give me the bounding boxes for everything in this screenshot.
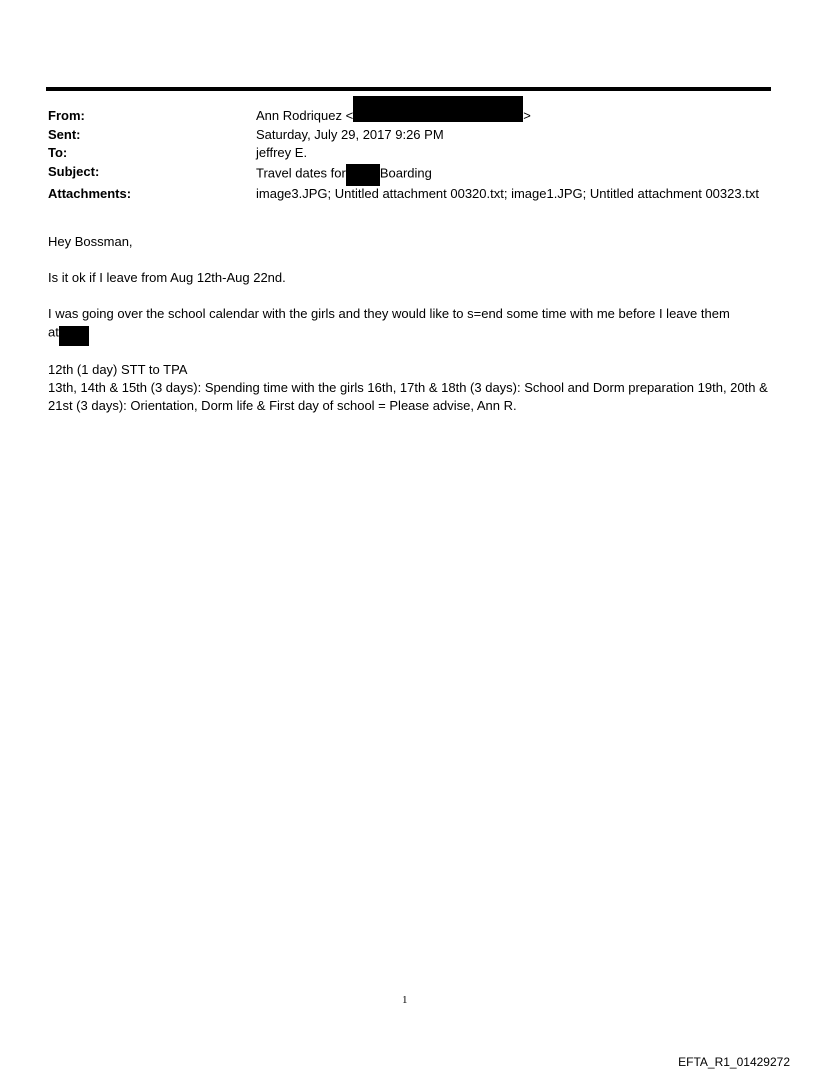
from-value [256,107,778,126]
from-label: From: [48,108,85,123]
question: Is it ok if I leave from Aug 12th-Aug 22nd. [48,270,286,285]
document-id: EFTA_R1_01429272 [678,1055,790,1069]
subject-prefix: Travel dates for [256,165,346,180]
attachments-row [48,185,778,204]
from-row [48,107,778,126]
sent-row [48,126,778,145]
schedule-line-1: 12th (1 day) STT to TPA [48,362,188,377]
redacted-email [353,96,523,122]
redacted-name [346,164,380,186]
attachments-value: image3.JPG; Untitled attachment 00320.txt; image1.JPG; Untitled attachment 00323.txt [256,185,759,201]
subject-suffix: Boarding [379,165,432,180]
attachments-label: Attachments: [48,185,132,201]
main-paragraph-text: I was going over the school calendar with the girls and they would like to s=end some time with me before I leave them [48,306,730,321]
redacted-school [59,326,89,346]
schedule [48,361,768,415]
subject-value [256,163,778,185]
email-body [48,233,768,415]
from-close: > [523,108,531,123]
header-divider [46,87,771,91]
subject-row [48,163,778,185]
to-value: jeffrey E. [256,145,308,161]
main-paragraph-at: at [48,324,59,340]
greeting: Hey Bossman, [48,234,133,249]
page-number: 1 [402,994,408,1006]
from-name: Ann Rodriquez < [256,108,354,123]
to-label: To: [48,145,68,161]
sent-label: Sent: [48,126,81,142]
to-row [48,144,778,163]
main-paragraph [48,305,768,343]
schedule-line-2: 13th, 14th & 15th (3 days): Spending time with the girls 16th, 17th & 18th (3 days): School and Dorm preparation 19th, 20th & 21st (3 days): Orientation, Dorm life & First day of school = Please advise, Ann R. [48,380,768,413]
sent-value: Saturday, July 29, 2017 9:26 PM [256,126,444,142]
email-header [48,107,778,203]
subject-label: Subject: [48,163,100,179]
